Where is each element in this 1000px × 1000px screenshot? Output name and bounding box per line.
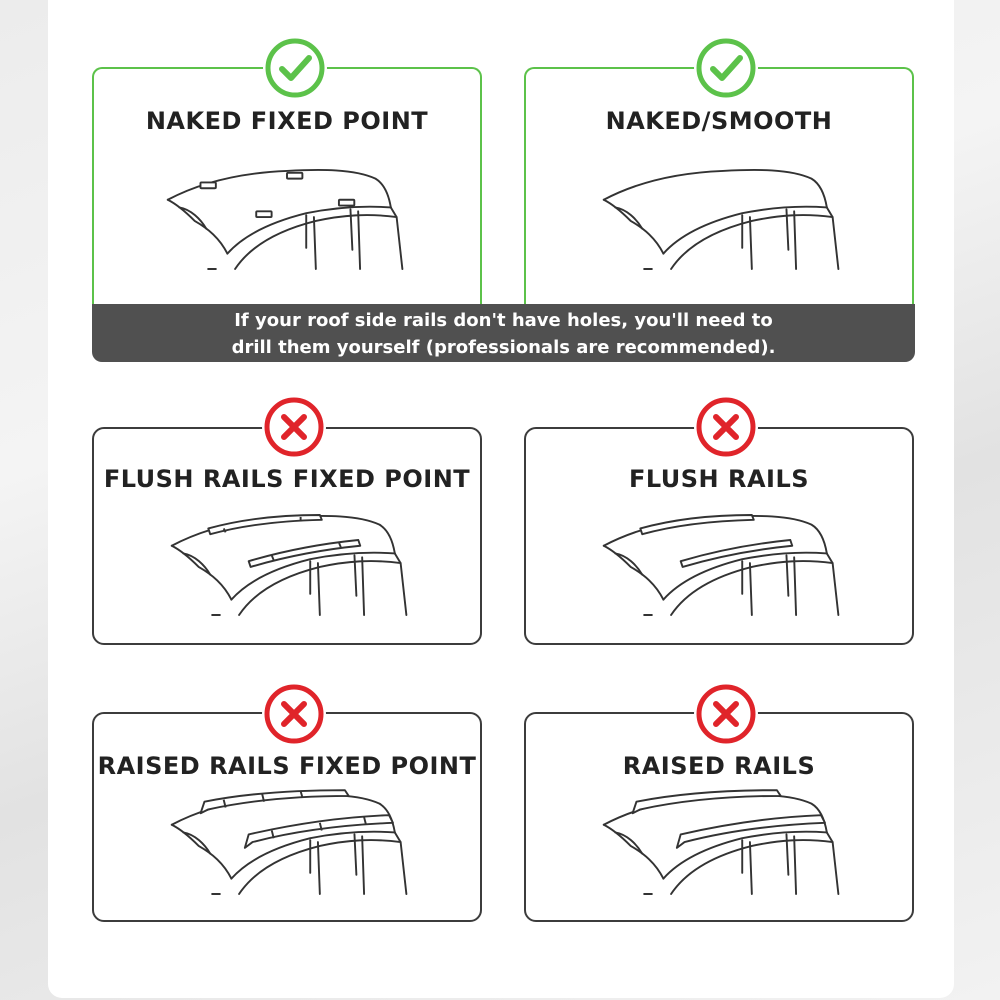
card-naked-smooth <box>524 67 914 307</box>
card-title: FLUSH RAILS FIXED POINT <box>103 465 471 493</box>
info-banner <box>92 304 915 362</box>
check-circle-icon <box>263 36 327 100</box>
x-circle-icon <box>262 682 326 746</box>
x-circle-icon <box>694 682 758 746</box>
card-title: NAKED FIXED POINT <box>145 107 429 135</box>
banner-line-1: If your roof side rails don't have holes, you'll need to <box>234 310 773 331</box>
card-naked-fixed-point <box>92 67 482 307</box>
card-flush-rails-fixed-point <box>92 427 482 645</box>
x-circle-icon <box>262 395 326 459</box>
x-circle-icon <box>694 395 758 459</box>
car-roof-naked-fixed-point-illustration <box>162 161 412 277</box>
car-roof-raised-rails-fixed-point-illustration <box>166 786 416 902</box>
card-title: FLUSH RAILS <box>628 465 810 493</box>
card-flush-rails <box>524 427 914 645</box>
car-roof-flush-rails-fixed-point-illustration <box>166 507 416 623</box>
card-title: NAKED/SMOOTH <box>605 107 833 135</box>
card-title: RAISED RAILS FIXED POINT <box>97 752 477 780</box>
car-roof-naked-smooth-illustration <box>598 161 848 277</box>
car-roof-raised-rails-illustration <box>598 786 848 902</box>
check-circle-icon <box>694 36 758 100</box>
car-roof-flush-rails-illustration <box>598 507 848 623</box>
card-title: RAISED RAILS <box>622 752 816 780</box>
banner-line-2: drill them yourself (professionals are recommended). <box>231 337 776 358</box>
